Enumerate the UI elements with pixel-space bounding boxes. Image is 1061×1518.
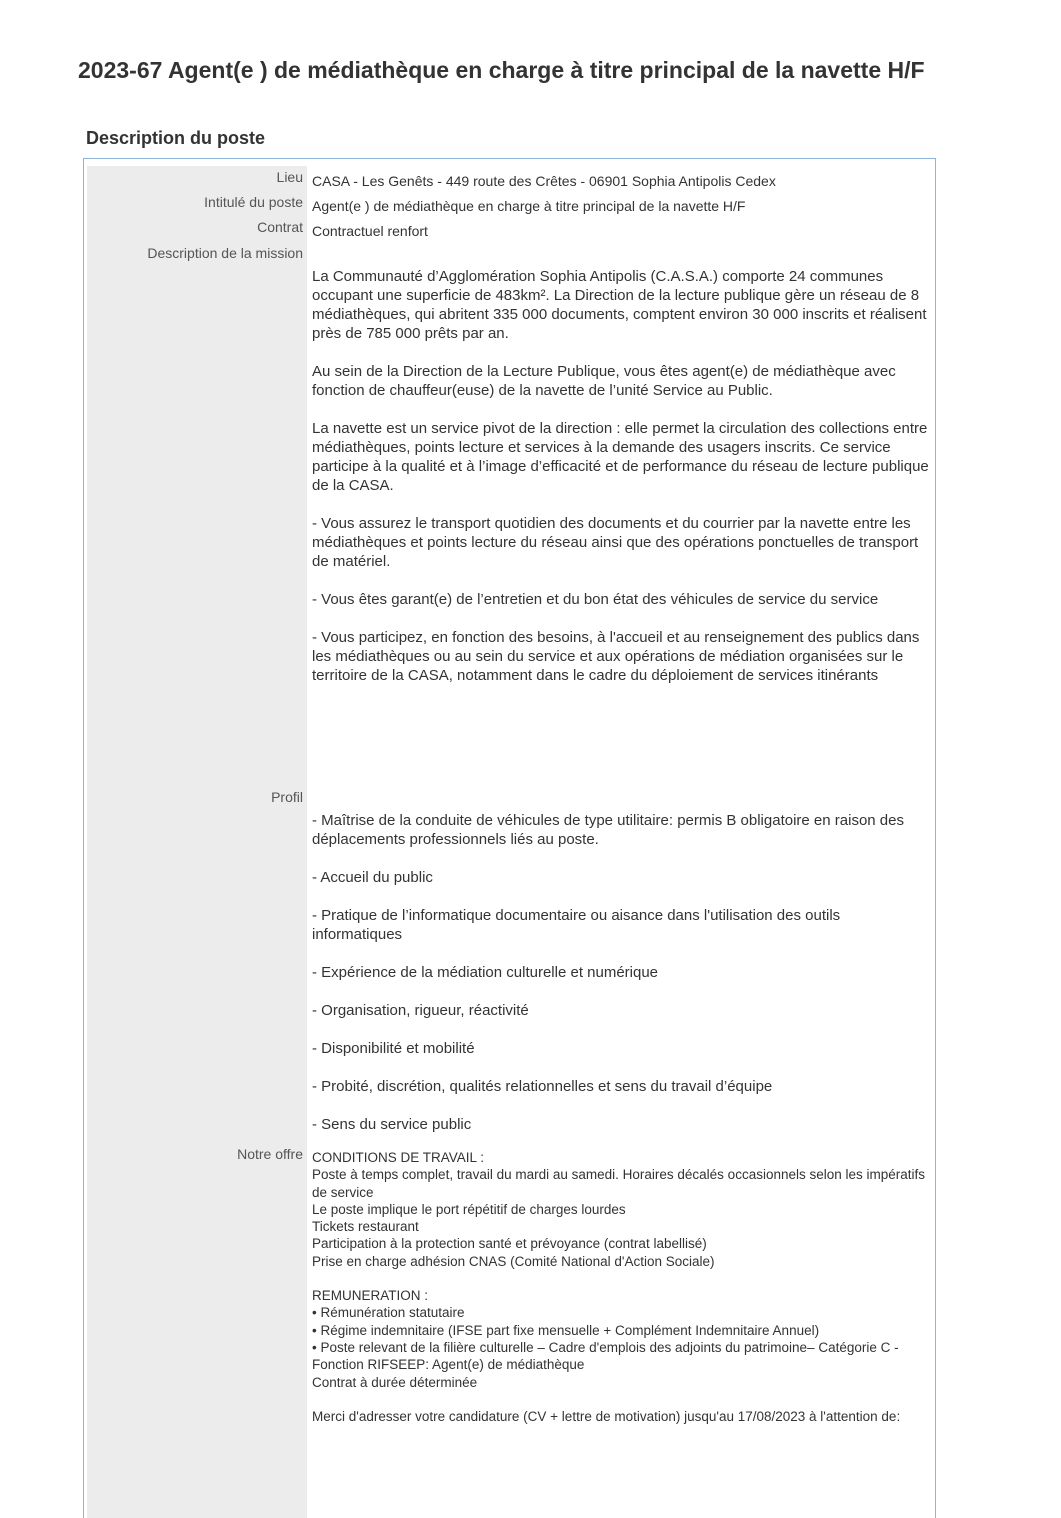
profile-item: - Maîtrise de la conduite de véhicules de type utilitaire: permis B obligatoire en raison des déplacements professionnels liés au poste. [312, 812, 904, 848]
label-profil: Profil [271, 789, 303, 805]
profile-item: - Organisation, rigueur, réactivité [312, 1002, 529, 1019]
offer-line: Le poste implique le port répétitif de charges lourdes [312, 1201, 626, 1217]
offer-line: • Régime indemnitaire (IFSE part fixe mensuelle + Complément Indemnitaire Annuel) [312, 1322, 820, 1338]
profile-item: - Disponibilité et mobilité [312, 1040, 475, 1057]
offer-line [312, 1270, 930, 1287]
mission-paragraph: La navette est un service pivot de la direction : elle permet la circulation des collections entre médiathèques, points lecture et services à la demande des usagers inscrits. Ce service participe à la qualité et à l’image d’efficacité et de performance du réseau de lecture publique de la CASA. [312, 420, 929, 494]
offer-line: Poste à temps complet, travail du mardi au samedi. Horaires décalés occasionnels selon les impératifs de service [312, 1167, 926, 1200]
mission-paragraph: - Vous assurez le transport quotidien des documents et du courrier par la navette entre les médiathèques et points lecture du réseau ainsi que des opérations ponctuelles de transport de matériel. [312, 515, 919, 570]
label-offre: Notre offre [237, 1146, 303, 1162]
profile-list [312, 811, 930, 1153]
profile-item: - Accueil du public [312, 869, 433, 886]
offer-line: Participation à la protection santé et prévoyance (contrat labellisé) [312, 1236, 707, 1252]
job-description-panel [83, 158, 936, 1518]
offer-line: Contrat à durée déterminée [312, 1374, 478, 1390]
mission-paragraph: - Vous participez, en fonction des besoins, à l'accueil et au renseignement des publics dans les médiathèques ou au sein du service et aux opérations de médiation organisées sur le territoire de la CASA, notamment dans le cadre du déploiement de services itinérants [312, 629, 920, 684]
label-contrat: Contrat [257, 219, 303, 235]
value-lieu: CASA - Les Genêts - 449 route des Crêtes - 06901 Sophia Antipolis Cedex [312, 173, 776, 189]
profile-item: - Expérience de la médiation culturelle et numérique [312, 964, 659, 981]
offer-line [312, 1391, 930, 1408]
offer-line: REMUNERATION : [312, 1288, 429, 1304]
offer-line: CONDITIONS DE TRAVAIL : [312, 1150, 485, 1165]
offer-line: Tickets restaurant [312, 1219, 419, 1235]
offer-line: • Poste relevant de la filière culturelle – Cadre d'emplois des adjoints du patrimoine– Catégorie C - Fonction RIFSEEP: Agent(e) de médiathèque [312, 1339, 899, 1373]
mission-paragraph: - Vous êtes garant(e) de l’entretien et du bon état des véhicules de service du service [312, 591, 879, 608]
offer-line: • Rémunération statutaire [312, 1305, 465, 1321]
label-lieu: Lieu [276, 169, 303, 185]
label-column [87, 166, 307, 1518]
mission-description [312, 267, 930, 704]
offer-text [312, 1149, 930, 1425]
mission-paragraph: Au sein de la Direction de la Lecture Publique, vous êtes agent(e) de médiathèque avec fonction de chauffeur(euse) de la navette de l’unité Service au Public. [312, 363, 896, 399]
page-title: 2023-67 Agent(e ) de médiathèque en charge à titre principal de la navette H/F [78, 57, 925, 83]
offer-line: Merci d'adresser votre candidature (CV + lettre de motivation) jusqu'au 17/08/2023 à l'attention de: [312, 1408, 901, 1424]
label-description: Description de la mission [147, 245, 303, 261]
profile-item: - Probité, discrétion, qualités relationnelles et sens du travail d’équipe [312, 1078, 773, 1095]
section-title: Description du poste [86, 128, 266, 148]
profile-item: - Sens du service public [312, 1116, 472, 1133]
mission-paragraph: La Communauté d’Agglomération Sophia Antipolis (C.A.S.A.) comporte 24 communes occupant une superficie de 483km². La Direction de la lecture publique gère un réseau de 8 médiathèques, qui abritent 335 000 documents, comptent environ 30 000 inscrits et réalisent près de 785 000 prêts par an. [312, 268, 927, 342]
value-intitule: Agent(e ) de médiathèque en charge à titre principal de la navette H/F [312, 198, 746, 214]
profile-item: - Pratique de l’informatique documentaire ou aisance dans l'utilisation des outils informatiques [312, 907, 841, 943]
label-intitule: Intitulé du poste [204, 194, 303, 210]
offer-line: Prise en charge adhésion CNAS (Comité National d'Action Sociale) [312, 1253, 715, 1269]
value-contrat: Contractuel renfort [312, 223, 428, 239]
